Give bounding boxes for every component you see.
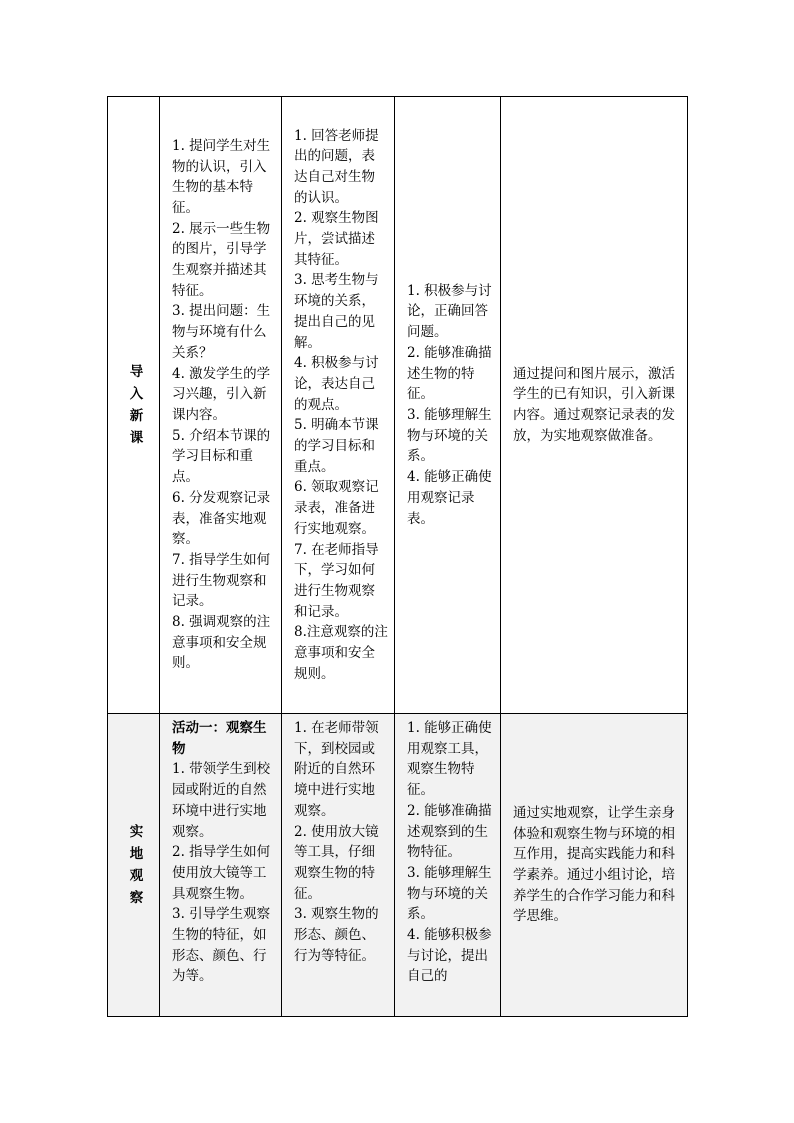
student-activity-item: 2. 使用放大镜等工具，仔细观察生物的特征。 bbox=[294, 823, 379, 902]
goals-cell bbox=[395, 714, 501, 1017]
goal-item: 4. 能够积极参与讨论，提出自己的 bbox=[407, 927, 492, 985]
stage-cell-intro bbox=[108, 97, 160, 714]
teacher-activity-item: 4. 激发学生的学习兴趣，引入新课内容。 bbox=[172, 365, 271, 423]
teacher-activity-cell bbox=[160, 97, 282, 714]
teacher-activity-item: 2. 展示一些生物的图片，引导学生观察并描述其特征。 bbox=[172, 220, 271, 299]
goal-item: 4. 能够正确使用观察记录表。 bbox=[407, 469, 492, 527]
student-activity-item: 8.注意观察的注意事项和安全规则。 bbox=[294, 624, 388, 682]
purpose-cell bbox=[501, 97, 688, 714]
teacher-activity-item: 3. 提出问题：生物与环境有什么关系？ bbox=[172, 303, 271, 361]
purpose-text: 通过实地观察，让学生亲身体验和观察生物与环境的相互作用，提高实践能力和科学素养。通过小组讨论，培养学生的合作学习能力和科学思维。 bbox=[513, 804, 675, 925]
stage-label: 实地观察 bbox=[129, 824, 144, 906]
teacher-activity-item: 5. 介绍本节课的学习目标和重点。 bbox=[172, 427, 271, 486]
student-activity-item: 1. 在老师带领下，到校园或附近的自然环境中进行实地观察。 bbox=[294, 720, 379, 819]
stage-label: 导入新课 bbox=[129, 364, 144, 446]
student-activity-item: 2. 观察生物图片，尝试描述其特征。 bbox=[294, 210, 379, 268]
goal-item: 2. 能够准确描述生物的特征。 bbox=[407, 344, 492, 403]
purpose-text: 通过提问和图片展示，激活学生的已有知识，引入新课内容。通过观察记录表的发放，为实地观察做准备。 bbox=[513, 365, 675, 444]
goal-item: 3. 能够理解生物与环境的关系。 bbox=[407, 864, 492, 923]
teacher-activity-item: 3. 引导学生观察生物的特征，如形态、颜色、行为等。 bbox=[172, 906, 271, 985]
student-activity-cell bbox=[282, 97, 395, 714]
teacher-activity-item: 6. 分发观察记录表，准备实地观察。 bbox=[172, 489, 271, 548]
student-activity-item: 3. 思考生物与环境的关系，提出自己的见解。 bbox=[294, 272, 379, 351]
goal-item: 1. 积极参与讨论，正确回答问题。 bbox=[407, 282, 492, 341]
activity-title: 活动一：观察生物 bbox=[172, 720, 267, 757]
student-activity-item: 4. 积极参与讨论，表达自己的观点。 bbox=[294, 355, 379, 413]
purpose-cell bbox=[501, 714, 688, 1017]
teacher-activity-cell bbox=[160, 714, 282, 1017]
student-activity-item: 7. 在老师指导下，学习如何进行生物观察和记录。 bbox=[294, 541, 379, 620]
teacher-activity-item: 7. 指导学生如何进行生物观察和记录。 bbox=[172, 551, 271, 610]
teacher-activity-item: 2. 指导学生如何使用放大镜等工具观察生物。 bbox=[172, 844, 271, 902]
student-activity-item: 6. 领取观察记录表，准备进行实地观察。 bbox=[294, 479, 379, 537]
student-activity-item: 1. 回答老师提出的问题，表达自己对生物的认识。 bbox=[294, 127, 379, 206]
goal-item: 1. 能够正确使用观察工具，观察生物特征。 bbox=[407, 720, 492, 799]
teacher-activity-item: 1. 提问学生对生物的认识，引入生物的基本特征。 bbox=[172, 137, 271, 216]
teacher-activity-item: 8. 强调观察的注意事项和安全规则。 bbox=[172, 614, 271, 672]
goals-cell bbox=[395, 97, 501, 714]
lesson-plan-table bbox=[107, 96, 688, 1017]
table-row-intro bbox=[108, 97, 688, 714]
student-activity-item: 5. 明确本节课的学习目标和重点。 bbox=[294, 417, 379, 475]
table-row-field-observation bbox=[108, 714, 688, 1017]
student-activity-cell bbox=[282, 714, 395, 1017]
goal-item: 2. 能够准确描述观察到的生物特征。 bbox=[407, 802, 492, 861]
goal-item: 3. 能够理解生物与环境的关系。 bbox=[407, 407, 492, 465]
teacher-activity-item: 1. 带领学生到校园或附近的自然环境中进行实地观察。 bbox=[172, 761, 271, 840]
stage-cell-field bbox=[108, 714, 160, 1017]
student-activity-item: 3. 观察生物的形态、颜色、行为等特征。 bbox=[294, 906, 379, 964]
